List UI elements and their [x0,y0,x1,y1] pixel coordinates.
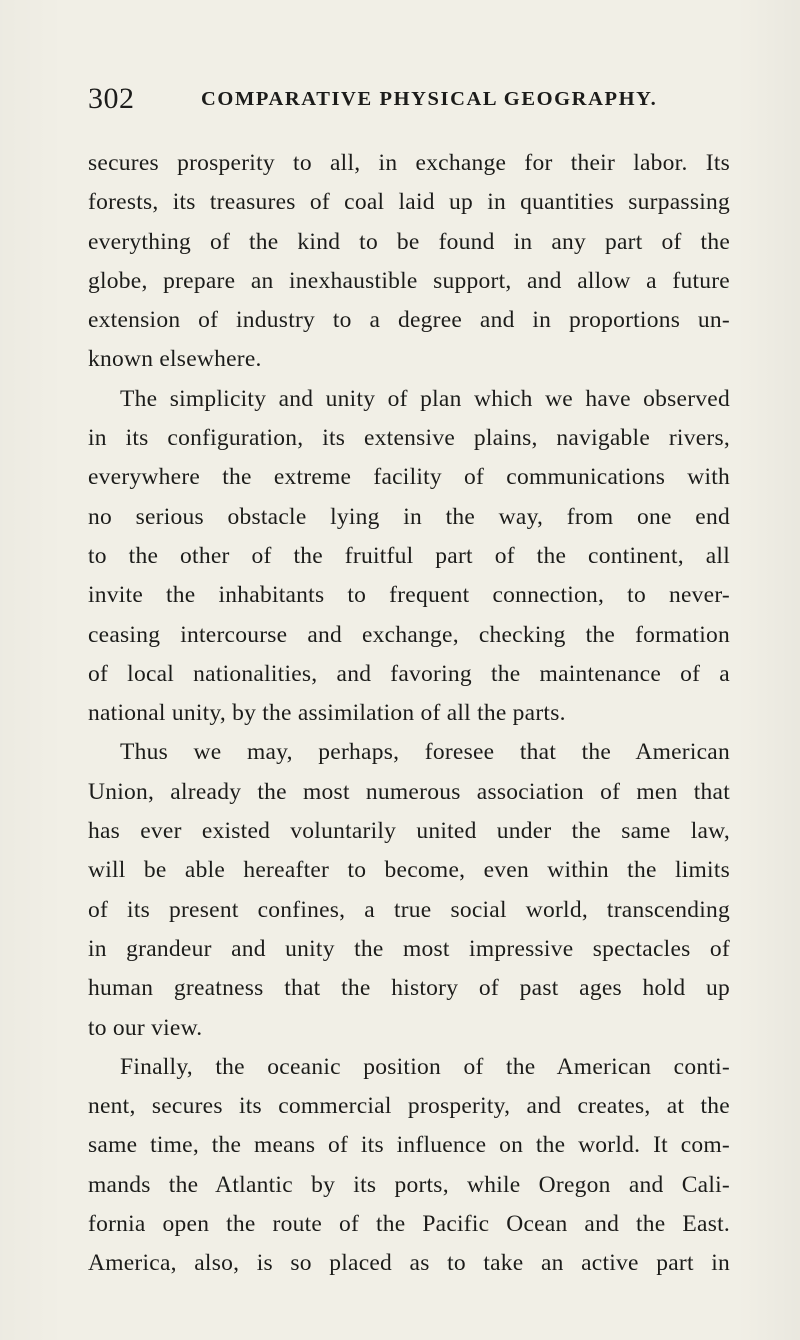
text-line: Union, already the most numerous association of men that [88,778,730,805]
body-text [88,144,730,1284]
text-line: of its present confines, a true social world, transcending [88,896,730,923]
text-line: everything of the kind to be found in any part of the [88,228,730,255]
text-line: secures prosperity to all, in exchange for their labor. Its [88,150,730,176]
text-line: ceasing intercourse and exchange, checking the formation [88,621,730,648]
text-line: forests, its treasures of coal laid up in quantities surpassing [88,189,730,216]
text-line: of local nationalities, and favoring the maintenance of a [88,660,730,687]
text-line: human greatness that the history of past ages hold up [88,975,730,1002]
text-line: everywhere the extreme facility of communications with [88,464,730,491]
text-line: known elsewhere. [88,346,262,373]
text-line: will be able hereafter to become, even within the limits [88,857,730,884]
text-line: globe, prepare an inexhaustible support, and allow a future [88,267,730,294]
paragraph-1 [88,144,730,380]
paragraph-4 [88,1048,730,1284]
text-line: has ever existed voluntarily united under the same law, [88,818,730,845]
text-line: extension of industry to a degree and in proportions un- [88,307,730,334]
text-line: The simplicity and unity of plan which we have observed [120,385,730,412]
running-head: COMPARATIVE PHYSICAL GEOGRAPHY. [201,88,658,110]
text-line: in its configuration, its extensive plains, navigable rivers, [88,425,730,452]
page-number: 302 [88,82,135,115]
text-line: in grandeur and unity the most impressive spectacles of [88,935,730,962]
paragraph-2 [88,380,730,734]
text-line: nent, secures its commercial prosperity, and creates, at the [88,1093,730,1120]
page-header [88,82,728,118]
paragraph-3 [88,733,730,1047]
text-line: same time, the means of its influence on the world. It com- [88,1132,730,1159]
text-line: America, also, is so placed as to take an active part in [88,1250,730,1277]
text-line: invite the inhabitants to frequent connection, to never- [88,582,730,609]
text-line: Thus we may, perhaps, foresee that the American [120,739,730,766]
text-line: to the other of the fruitful part of the continent, all [88,542,730,569]
text-line: to our view. [88,1014,203,1041]
text-line: mands the Atlantic by its ports, while Oregon and Cali- [88,1171,730,1198]
text-line: national unity, by the assimilation of all the parts. [88,700,566,727]
text-line: Finally, the oceanic position of the American conti- [120,1053,730,1080]
text-line: fornia open the route of the Pacific Ocean and the East. [88,1211,730,1238]
text-line: no serious obstacle lying in the way, from one end [88,503,730,530]
